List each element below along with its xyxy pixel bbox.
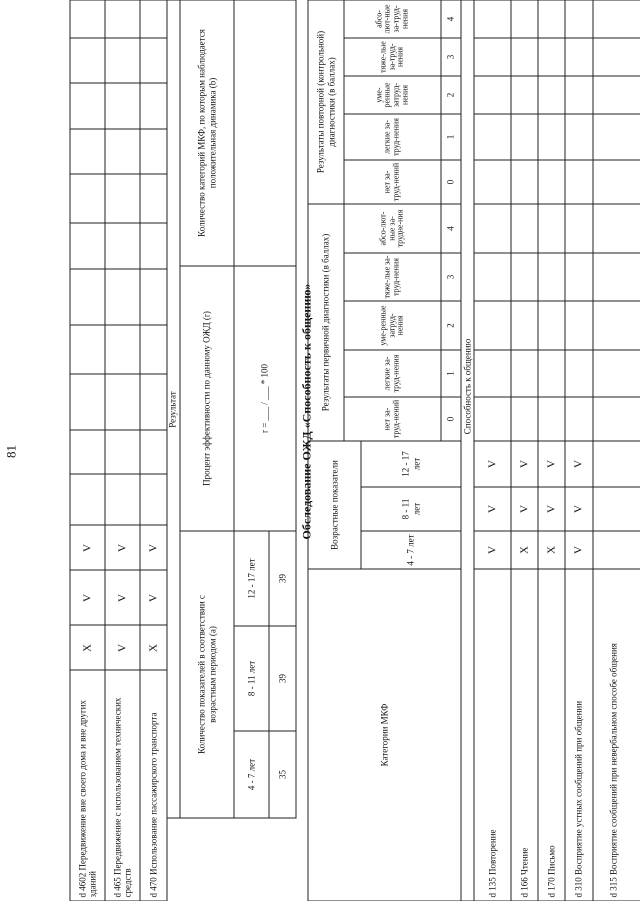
result-count: 39 [276, 673, 287, 683]
score: 0 [445, 179, 456, 184]
comm-age: 4 - 7 лет [405, 533, 416, 566]
level-header: нет за-труд-нений [382, 162, 400, 201]
mobility-mark: V [115, 543, 128, 552]
section-title: Обследование ОЖД «Способность к общению» [299, 283, 314, 539]
level-header: тяже-лые за-труд-нения [378, 40, 405, 73]
result-header-r: Процент эффективности по данному ОЖД (r) [201, 310, 212, 486]
result-formula: r = ___ / ___ * 100 [259, 363, 270, 433]
comm-mark: V [572, 504, 585, 513]
comm-mark: V [544, 459, 557, 468]
level-header: легкие за-труд-нения [382, 117, 400, 156]
mobility-mark: V [146, 593, 159, 602]
comm-header-primary: Результаты первичной диагностики (в баллах) [320, 233, 331, 411]
score: 0 [445, 416, 456, 421]
comm-mark: V [485, 504, 498, 513]
mobility-row-label: d 465 Передвижение с использованием технических средств [111, 697, 132, 897]
comm-row-label: d 135 Повторение [486, 829, 497, 897]
result-header-a: Количество показателей в соответствии с возрастным периодом (а) [196, 594, 217, 754]
comm-row-label: d 315 Восприятие сообщений при невербальном способе общения [607, 642, 618, 897]
comm-mark: V [572, 545, 585, 554]
comm-row-label: d 166 Чтение [518, 847, 529, 897]
level-header: уме-ренные затруд-нения [373, 81, 409, 108]
mobility-mark: V [115, 643, 128, 652]
result-age: 8 - 11 лет [245, 660, 256, 696]
comm-mark [593, 441, 633, 486]
mobility-mark: Х [80, 643, 93, 652]
group-label: Способность к общению [461, 338, 472, 434]
comm-row-label: d 170 Письмо [545, 844, 556, 897]
comm-age: 12 - 17 лет [400, 450, 421, 477]
level-header: тяже-лые за-труд-нения [382, 255, 400, 298]
score: 1 [445, 370, 456, 376]
mobility-mark: V [115, 593, 128, 602]
comm-mark: V [544, 504, 557, 513]
result-age: 12 - 17 лет [245, 557, 256, 599]
mobility-mark: V [80, 593, 93, 602]
level-header: нет за-труд-нений [382, 399, 400, 438]
comm-mark: V [517, 459, 530, 468]
mobility-row-label: d 470 Использование пассажирского транспорта [147, 712, 158, 897]
mobility-mark: V [146, 543, 159, 552]
page-number: 81 [2, 444, 18, 458]
level-header: уме-ренные затруд-нения [378, 304, 405, 346]
level-header: абсо-лют-ные за-трудне-ния [378, 209, 405, 247]
comm-header-mkf: Категории МКФ [378, 703, 389, 766]
comm-mark: V [485, 545, 498, 554]
mobility-mark: Х [146, 643, 159, 652]
comm-header-age: Возрастные показатели [328, 459, 339, 550]
mobility-mark: V [80, 543, 93, 552]
score: 1 [445, 134, 456, 139]
result-count: 35 [276, 769, 287, 779]
level-header: абсо-лют-ные за-труд-нения [373, 3, 409, 34]
comm-header-repeat: Результаты повторной (контрольной) диагностики (в баллах) [315, 30, 336, 173]
comm-mark [593, 531, 633, 568]
comm-age: 8 - 11 лет [400, 498, 421, 519]
result-title: Результат [167, 390, 178, 428]
comm-mark: V [485, 459, 498, 468]
mobility-row-label: d 4602 Передвижение вне своего дома и вне других зданий [76, 699, 97, 897]
score: 2 [445, 92, 456, 97]
comm-mark: V [517, 504, 530, 513]
comm-row-label: d 310 Восприятие устных сообщений при общении [573, 700, 584, 897]
comm-mark: Х [517, 545, 530, 554]
comm-mark [593, 487, 633, 530]
comm-mark: Х [544, 545, 557, 554]
score: 4 [445, 16, 456, 21]
score: 3 [445, 54, 456, 59]
result-header-b: Количество категорий МКФ, по которым наблюдается положительная динамика (b) [196, 28, 217, 237]
level-header: легкие за-труд-нения [382, 354, 400, 392]
score: 3 [445, 274, 456, 279]
result-count: 39 [276, 573, 287, 583]
score: 2 [445, 322, 456, 328]
score: 4 [445, 225, 456, 231]
result-age: 4 - 7 лет [245, 758, 256, 790]
comm-mark: V [572, 459, 585, 468]
